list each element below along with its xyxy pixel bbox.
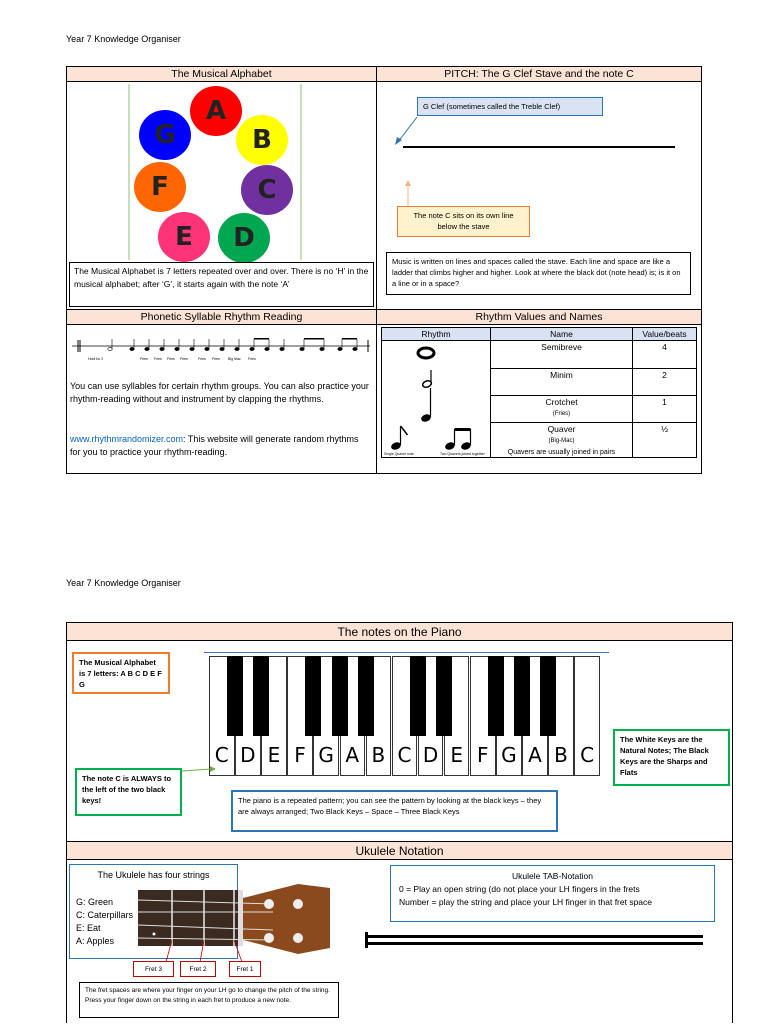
strip-notehead [220, 347, 224, 350]
alphabet-circle-a [190, 86, 242, 136]
strip-beam [342, 338, 357, 340]
strip-notehead [353, 347, 357, 350]
rhythm-label: Hold for 2 [88, 357, 104, 361]
white-key-g[interactable]: G [313, 656, 339, 776]
alphabet-letter: A [205, 96, 227, 126]
black-key[interactable] [332, 656, 348, 736]
strip-notehead [338, 347, 342, 350]
alphabet-callout: The Musical Alphabet is 7 letters: A B C D E F G [72, 652, 170, 694]
white-key-f[interactable]: F [287, 656, 313, 776]
musical-alphabet-heading: The Musical Alphabet [66, 66, 377, 82]
rhythm-label: Fries [180, 357, 188, 361]
crotchet-value: 1 [633, 396, 697, 423]
minim-value: 2 [633, 369, 697, 396]
rhythm-randomizer-link[interactable]: www.rhythmrandomizer.com [70, 434, 184, 444]
semibreve-value: 4 [633, 341, 697, 369]
white-key-e[interactable]: E [444, 656, 470, 776]
black-key[interactable] [410, 656, 426, 736]
running-header: Year 7 Knowledge Organiser [66, 34, 181, 44]
white-key-d[interactable]: D [418, 656, 444, 776]
single-quaver-icon [390, 426, 407, 451]
col-rhythm: Rhythm [382, 328, 491, 341]
link-suffix: : This website will generate random rhythms for you to practice your rhythm-reading. [70, 434, 359, 457]
col-name: Name [491, 328, 633, 341]
pattern-callout: The piano is a repeated pattern; you can see the pattern by looking at the black keys – they are always arranged; Two Black Keys – Space – Three Black Keys [231, 790, 558, 832]
strings-title: The Ukulele has four strings [97, 870, 210, 880]
strip-notehead [320, 347, 324, 350]
white-black-callout: The White Keys are the Natural Notes; The Black Keys are the Sharps and Flats [613, 729, 730, 786]
strip-beam [304, 338, 324, 340]
rhythm-label: Fries [248, 357, 256, 361]
white-key-d[interactable]: D [235, 656, 261, 776]
minim-name: Minim [491, 369, 633, 396]
white-key-b[interactable]: B [366, 656, 392, 776]
alphabet-circle-g [139, 110, 191, 160]
tab-staff [365, 932, 703, 948]
pitch-heading: PITCH: The G Clef Stave and the note C [376, 66, 702, 82]
strip-notehead [190, 347, 194, 350]
rhythm-symbols [382, 340, 486, 462]
quaver-value: ½ [633, 423, 697, 458]
phonetic-link-paragraph [70, 433, 370, 459]
black-key[interactable] [488, 656, 504, 736]
white-key-c[interactable]: C [392, 656, 418, 776]
fret-2-label: Fret 2 [180, 961, 216, 977]
white-key-f[interactable]: F [470, 656, 496, 776]
running-header-2: Year 7 Knowledge Organiser [66, 578, 181, 588]
black-key[interactable] [253, 656, 269, 736]
quaver-pair-icon [444, 428, 472, 451]
semibreve-name: Semibreve [491, 341, 633, 369]
string-e: E: Eat [76, 923, 101, 933]
fret-note: The fret spaces are where your finger on your LH go to change the pitch of the string. Press your finger down on the string in each fret to produce a new note. [79, 982, 339, 1018]
tab-line-1: 0 = Play an open string (do not place your LH fingers in the frets [399, 884, 640, 894]
stave-line [403, 146, 675, 148]
rhythm-label: Fries [167, 357, 175, 361]
strip-notehead [145, 347, 149, 350]
strip-notehead [205, 347, 209, 350]
ukulele-heading: Ukulele Notation [66, 841, 733, 860]
musical-alphabet-description: The Musical Alphabet is 7 letters repeated over and over. There is no ‘H’ in the musical alphabet; after ‘G’, it starts again with the note ‘A’ [69, 262, 374, 307]
strip-notehead [280, 347, 284, 350]
minim-icon [422, 370, 433, 388]
rhythm-label: Fries [198, 357, 206, 361]
string-g: G: Green [76, 897, 114, 907]
black-key[interactable] [305, 656, 321, 736]
strip-notehead [130, 347, 134, 350]
white-key-c[interactable]: C [574, 656, 600, 776]
rhythm-label: Fries [212, 357, 220, 361]
alphabet-letter: G [154, 120, 176, 150]
white-key-b[interactable]: B [548, 656, 574, 776]
tab-title: Ukulele TAB-Notation [512, 871, 593, 881]
c-callout-arrow [180, 764, 220, 776]
note-c-always-callout: The note C is ALWAYS to the left of the two black keys! [75, 768, 182, 816]
crotchet-name: Crotchet (Fries) [491, 396, 633, 423]
tab-line-2: Number = play the string and place your LH finger in that fret space [399, 897, 653, 907]
black-key[interactable] [514, 656, 530, 736]
piano-keyboard [209, 656, 601, 776]
alphabet-letter: B [252, 125, 272, 155]
crotchet-icon [420, 388, 432, 423]
white-key-a[interactable]: A [522, 656, 548, 776]
semibreve-icon [418, 348, 434, 358]
strip-notehead [235, 347, 239, 350]
alphabet-circle-b [236, 115, 288, 165]
note-c-callout: The note C sits on its own line below the stave [397, 206, 530, 237]
white-key-g[interactable]: G [496, 656, 522, 776]
alphabet-circle-e [158, 212, 210, 262]
black-key[interactable] [540, 656, 556, 736]
single-quaver-label: Single Quaver note [384, 452, 414, 456]
alphabet-letter: F [151, 172, 169, 202]
strip-notehead [300, 347, 304, 350]
strip-notehead [250, 347, 254, 350]
phonetic-paragraph: You can use syllables for certain rhythm groups. You can also practice your rhythm-reading without and instrument by clapping the rhythms. [70, 381, 369, 404]
quaver-name: Quaver (Big-Mac) Quavers are usually joined in pairs [491, 423, 633, 458]
strip-beam [254, 338, 269, 340]
g-clef-callout: G Clef (sometimes called the Treble Clef) [417, 97, 603, 116]
strip-notehead [160, 347, 164, 350]
strip-notehead [108, 347, 112, 350]
white-key-c[interactable]: C [209, 656, 235, 776]
alphabet-letter: D [233, 223, 255, 253]
alphabet-letter: E [175, 222, 193, 252]
black-key[interactable] [358, 656, 374, 736]
black-key[interactable] [227, 656, 243, 736]
strip-notehead [175, 347, 179, 350]
fret-1-label: Fret 1 [229, 961, 261, 977]
pair-quaver-label: Two Quavers joined together [440, 452, 485, 456]
col-value: Value/beats [633, 328, 697, 341]
strip-notehead [265, 347, 269, 350]
white-key-a[interactable]: A [340, 656, 366, 776]
rhythm-label: Fries [140, 357, 148, 361]
alphabet-circle-f [134, 162, 186, 212]
piano-top-rule [204, 652, 609, 653]
rhythm-labels [70, 357, 370, 365]
stave-description: Music is written on lines and spaces called the stave. Each line and space are like a ladder that climbs higher and higher. Look at where the black dot (note head) is; is it on a line or in a space? [386, 252, 691, 295]
alphabet-circle-c [241, 165, 293, 215]
rhythm-label: Big Mac [228, 357, 241, 361]
rhythm-strip [70, 333, 372, 359]
alphabet-circle-d [218, 213, 270, 263]
fret-3-label: Fret 3 [133, 961, 174, 977]
string-a: A: Apples [76, 936, 115, 946]
piano-heading: The notes on the Piano [66, 622, 733, 641]
phonetic-heading: Phonetic Syllable Rhythm Reading [66, 309, 377, 325]
white-key-e[interactable]: E [261, 656, 287, 776]
rhythm-label: Fries [154, 357, 162, 361]
tab-notation-box [390, 865, 715, 922]
rhythm-values-heading: Rhythm Values and Names [376, 309, 702, 325]
alphabet-letter: C [257, 175, 277, 205]
string-c: C: Caterpillars [76, 910, 134, 920]
black-key[interactable] [436, 656, 452, 736]
